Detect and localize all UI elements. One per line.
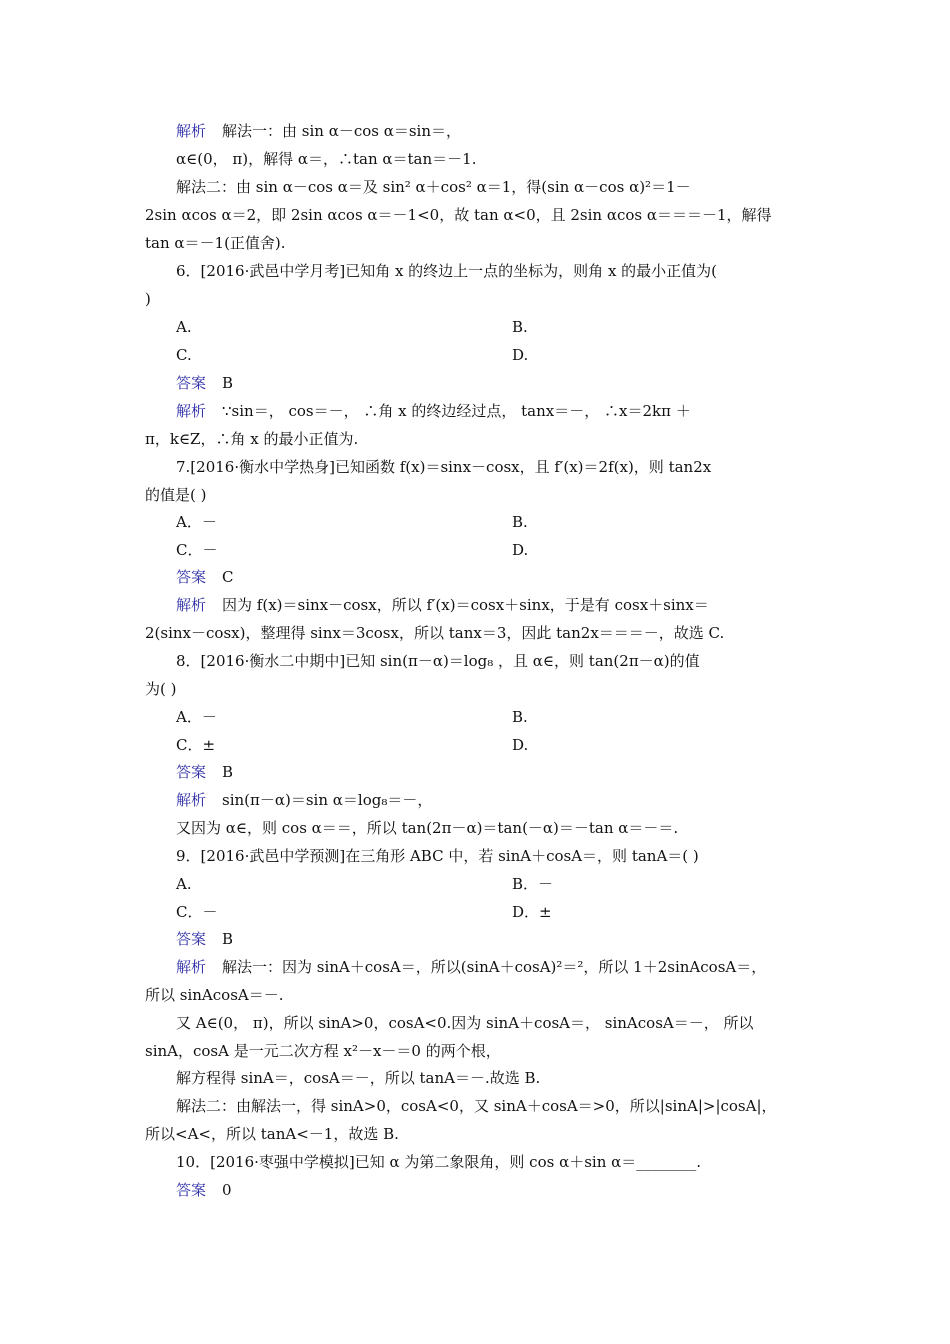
q6-stem-line-1: 6．[2016·武邑中学月考]已知角 x 的终边上一点的坐标为，则角 x 的最小正值为( bbox=[176, 262, 718, 280]
analysis-label: 解析 bbox=[176, 958, 207, 976]
q7-option-a: A．－ bbox=[176, 513, 217, 531]
q7-option-d: D. bbox=[512, 541, 529, 559]
q9-analysis-line-1: 解析 解法一：因为 sinA＋cosA＝，所以(sinA＋cosA)²＝²，所以 1＋2sinAcosA＝， bbox=[176, 958, 767, 976]
q9-stem-line-1: 9．[2016·武邑中学预测]在三角形 ABC 中，若 sinA＋cosA＝，则 tanA＝( ) bbox=[176, 847, 699, 865]
q8-stem-line-2: 为( ) bbox=[145, 680, 177, 698]
q8-option-c: C．± bbox=[176, 736, 216, 754]
q9-analysis-line-4: sinA，cosA 是一元二次方程 x²－x－＝0 的两个根， bbox=[145, 1042, 501, 1060]
q6-answer: 答案 B bbox=[176, 374, 234, 392]
answer-label: 答案 bbox=[176, 930, 207, 948]
q9-options-row-2 bbox=[176, 902, 836, 922]
analysis-label: 解析 bbox=[176, 791, 207, 809]
q7-stem-line-2: 的值是( ) bbox=[145, 486, 207, 504]
analysis-label: 解析 bbox=[176, 402, 207, 420]
q9-analysis-line-5: 解方程得 sinA＝，cosA＝－，所以 tanA＝－.故选 B. bbox=[176, 1069, 541, 1087]
q8-analysis-line-2: 又因为 α∈，则 cos α＝＝，所以 tan(2π－α)＝tan(－α)＝－tan α＝－＝. bbox=[176, 819, 679, 837]
q9-analysis-line-3: 又 A∈(0， π)，所以 sinA>0，cosA<0.因为 sinA＋cosA＝， sinAcosA＝－， 所以 bbox=[176, 1014, 754, 1032]
q7-option-c: C．－ bbox=[176, 541, 218, 559]
q8-options-row-2 bbox=[176, 735, 836, 755]
q8-option-a: A．－ bbox=[176, 708, 217, 726]
q6-stem-line-2: ) bbox=[145, 290, 151, 308]
q9-option-c: C．－ bbox=[176, 903, 218, 921]
q9-answer: 答案 B bbox=[176, 930, 234, 948]
q9-option-d: D．± bbox=[512, 903, 552, 921]
q6-analysis-line-1: 解析 ∵sin＝， cos＝－， ∴角 x 的终边经过点， tanx＝－， ∴x＝2kπ ＋ bbox=[176, 402, 691, 420]
sol5-line-4: 2sin αcos α＝2，即 2sin αcos α＝－1<0，故 tan α<0，且 2sin αcos α＝＝＝－1，解得 bbox=[145, 206, 772, 224]
answer-label: 答案 bbox=[176, 1181, 207, 1199]
q9-analysis-line-6: 解法二：由解法一，得 sinA>0，cosA<0，又 sinA＋cosA＝>0，所以|sinA|>|cosA|， bbox=[176, 1097, 777, 1115]
q10-answer: 答案 0 bbox=[176, 1181, 232, 1199]
q9-option-b: B．－ bbox=[512, 875, 554, 893]
q8-stem-line-1: 8．[2016·衡水二中期中]已知 sin(π－α)＝log₈ ，且 α∈，则 tan(2π－α)的值 bbox=[176, 652, 700, 670]
q8-analysis-line-1: 解析 sin(π－α)＝sin α＝log₈＝－， bbox=[176, 791, 433, 809]
q7-option-b: B. bbox=[512, 513, 528, 531]
q9-analysis-line-2: 所以 sinAcosA＝－. bbox=[145, 986, 284, 1004]
q8-option-b: B. bbox=[512, 708, 528, 726]
q6-option-b: B. bbox=[512, 318, 528, 336]
sol5-line-2: α∈(0， π)，解得 α＝，∴tan α＝tan＝－1. bbox=[176, 150, 477, 168]
answer-label: 答案 bbox=[176, 374, 207, 392]
analysis-label: 解析 bbox=[176, 122, 207, 140]
q6-options-row-2 bbox=[176, 345, 836, 365]
sol5-line-5: tan α＝－1(正值舍). bbox=[145, 234, 286, 252]
analysis-label: 解析 bbox=[176, 596, 207, 614]
q7-answer: 答案 C bbox=[176, 568, 234, 586]
q9-analysis-line-7: 所以<A<，所以 tanA<－1，故选 B. bbox=[145, 1125, 399, 1143]
q7-options-row-1 bbox=[176, 512, 836, 532]
answer-label: 答案 bbox=[176, 763, 207, 781]
q8-options-row-1 bbox=[176, 707, 836, 727]
answer-label: 答案 bbox=[176, 568, 207, 586]
q9-option-a: A. bbox=[176, 875, 192, 893]
q8-answer: 答案 B bbox=[176, 763, 234, 781]
q6-options-row-1 bbox=[176, 317, 836, 337]
q6-option-a: A. bbox=[176, 318, 192, 336]
q7-options-row-2 bbox=[176, 540, 836, 560]
q9-options-row-1 bbox=[176, 874, 836, 894]
q10-stem-line-1: 10．[2016·枣强中学模拟]已知 α 为第二象限角，则 cos α＋sin α＝________. bbox=[176, 1153, 702, 1171]
q8-option-d: D. bbox=[512, 736, 529, 754]
q6-option-c: C. bbox=[176, 346, 192, 364]
q7-analysis-line-2: 2(sinx－cosx)，整理得 sinx＝3cosx，所以 tanx＝3，因此 tan2x＝＝＝－，故选 C. bbox=[145, 624, 725, 642]
q6-option-d: D. bbox=[512, 346, 529, 364]
sol5-line-1: 解析 解法一：由 sin α－cos α＝sin＝， bbox=[176, 122, 462, 140]
q6-analysis-line-2: π，k∈Z，∴角 x 的最小正值为. bbox=[145, 430, 359, 448]
q7-stem-line-1: 7.[2016·衡水中学热身]已知函数 f(x)＝sinx－cosx，且 f′(x)＝2f(x)，则 tan2x bbox=[176, 458, 712, 476]
q7-analysis-line-1: 解析 因为 f(x)＝sinx－cosx，所以 f′(x)＝cosx＋sinx，于是有 cosx＋sinx＝ bbox=[176, 596, 709, 614]
sol5-line-3: 解法二：由 sin α－cos α＝及 sin² α＋cos² α＝1，得(sin α－cos α)²＝1－ bbox=[176, 178, 691, 196]
